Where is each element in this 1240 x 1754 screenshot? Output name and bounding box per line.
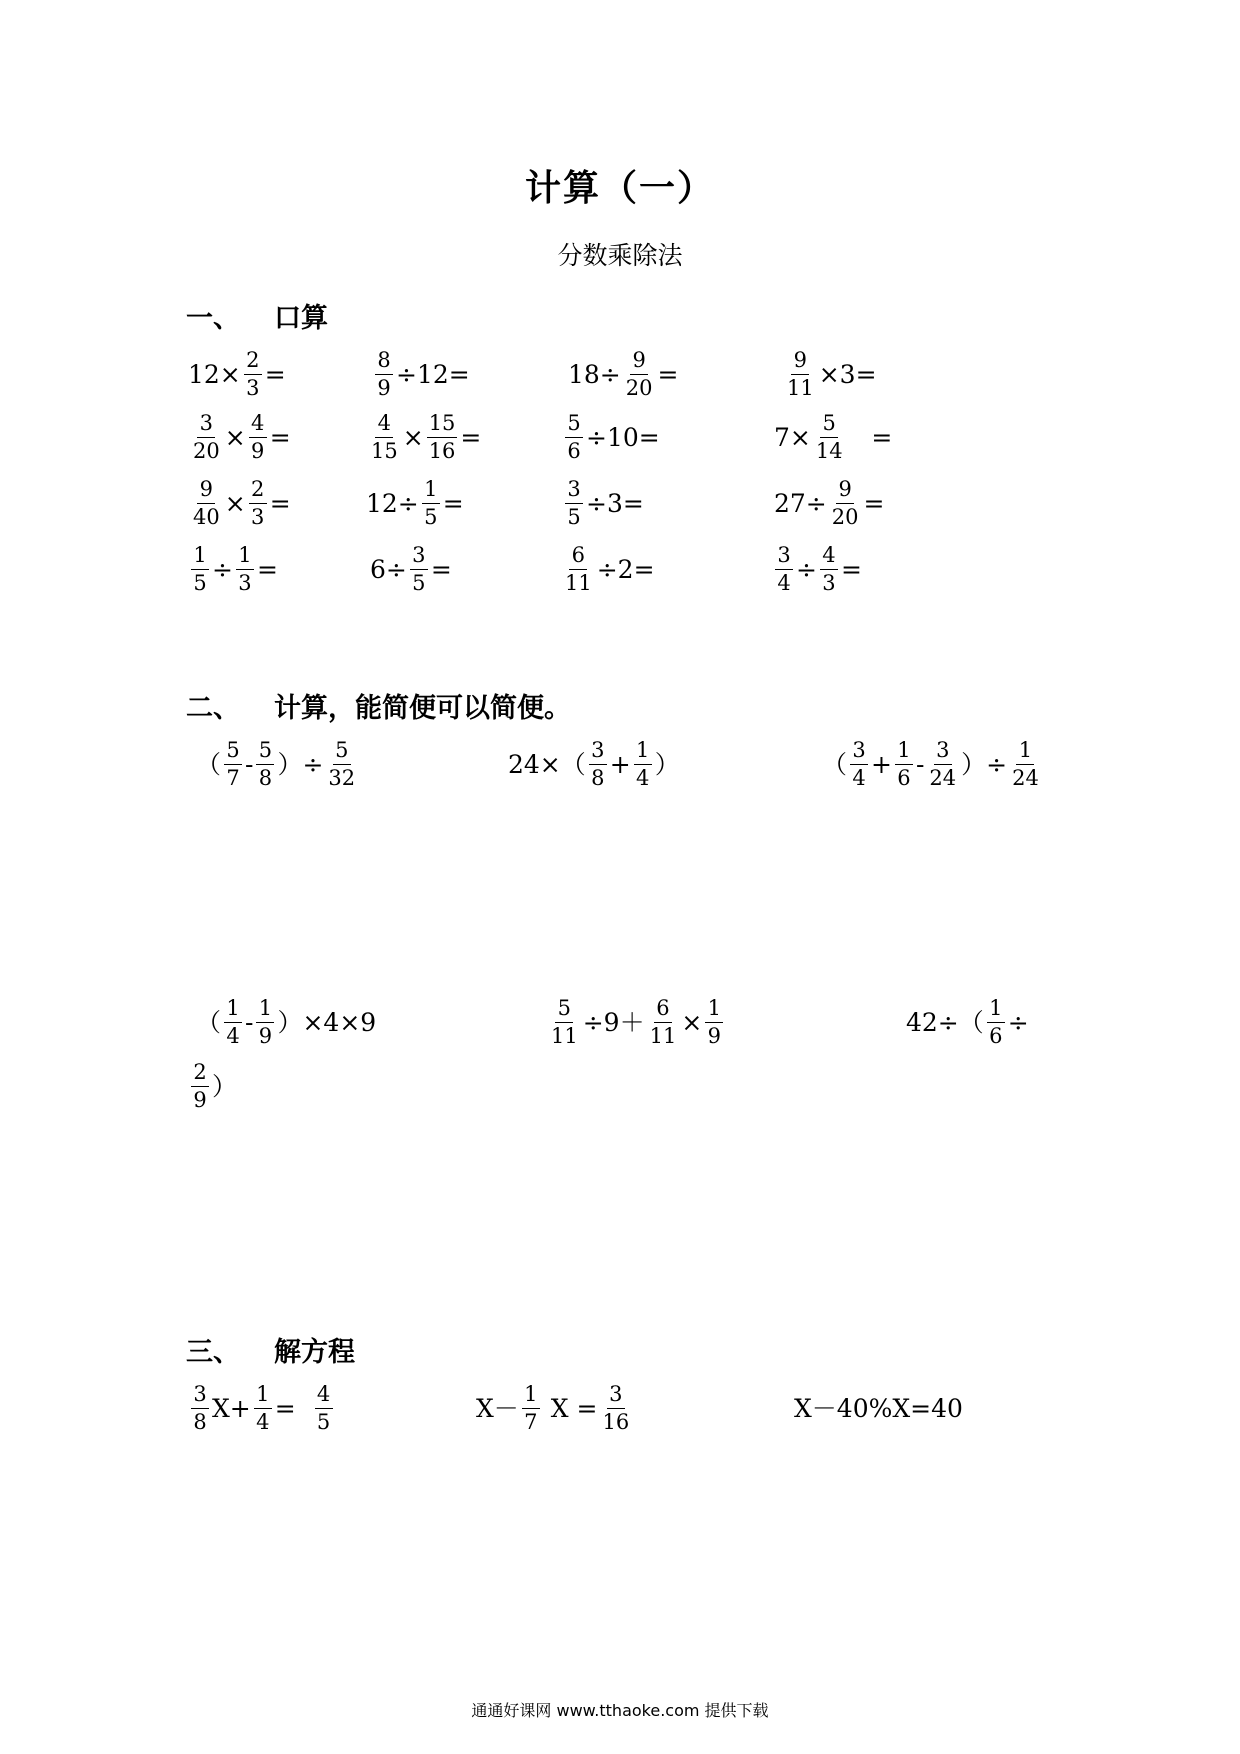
expr-text: =	[863, 488, 885, 518]
fraction-denominator: 5	[424, 504, 438, 529]
fraction	[249, 410, 267, 463]
expr-text: X－	[476, 1393, 519, 1423]
expr-text: ）÷	[277, 749, 324, 779]
fraction-numerator: 9	[791, 350, 809, 375]
fraction-denominator: 9	[193, 1087, 207, 1112]
fraction-denominator: 6	[989, 1023, 1003, 1048]
fraction	[814, 410, 845, 463]
calc-problem	[546, 990, 726, 1054]
fraction	[254, 1381, 272, 1434]
section-number: 二、	[186, 693, 240, 724]
fraction	[191, 1059, 209, 1112]
equation	[476, 1376, 634, 1440]
fraction	[820, 542, 838, 595]
expr-text: =	[430, 554, 452, 584]
oral-problem	[188, 471, 291, 535]
fraction-denominator: 8	[591, 765, 605, 790]
fraction-denominator: 20	[193, 438, 220, 463]
expr-text: ÷	[796, 554, 817, 584]
section-heading-equations	[186, 1330, 355, 1369]
calc-problem	[822, 732, 1044, 796]
section-number: 三、	[186, 1337, 240, 1368]
page-subtitle: 分数乘除法	[557, 241, 683, 270]
expr-text: -	[245, 749, 254, 779]
calc-problem	[906, 990, 1029, 1054]
fraction	[256, 737, 274, 790]
fraction-denominator: 14	[815, 438, 843, 463]
fraction	[249, 476, 267, 529]
fraction-denominator: 7	[524, 1409, 538, 1434]
fraction-numerator: 8	[375, 350, 393, 375]
fraction-numerator: 5	[555, 998, 573, 1023]
fraction-numerator: 1	[191, 545, 209, 570]
fraction-denominator: 4	[226, 1023, 240, 1048]
fraction	[191, 1381, 209, 1434]
fraction-denominator: 24	[929, 765, 957, 790]
fraction-denominator: 40	[193, 504, 220, 529]
fraction	[427, 410, 458, 463]
fraction-denominator: 16	[602, 1409, 630, 1434]
expr-text: =	[256, 554, 278, 584]
oral-problem	[562, 471, 644, 535]
fraction-denominator: 5	[193, 570, 207, 595]
section-number: 一、	[186, 303, 240, 334]
fraction-denominator: 11	[551, 1023, 578, 1048]
fraction-numerator: 9	[836, 479, 854, 504]
fraction-numerator: 3	[191, 1384, 209, 1409]
fraction-denominator: 6	[567, 438, 581, 463]
fraction	[326, 737, 357, 790]
equation	[794, 1376, 963, 1440]
fraction	[785, 347, 816, 400]
oral-problem	[366, 471, 464, 535]
expr-text: =	[657, 359, 679, 389]
expr-text: ）	[654, 749, 680, 779]
fraction-numerator: 3	[934, 740, 952, 765]
fraction-denominator: 5	[412, 570, 426, 595]
fraction-numerator: 1	[522, 1384, 540, 1409]
fraction-denominator: 4	[256, 1409, 270, 1434]
fraction-denominator: 32	[328, 765, 356, 790]
fraction	[565, 410, 583, 463]
fraction-numerator: 5	[256, 740, 274, 765]
expr-text: ×	[402, 422, 424, 452]
fraction	[987, 995, 1005, 1048]
fraction-denominator: 6	[897, 765, 911, 790]
expr-text: -	[245, 1007, 254, 1037]
fraction-numerator: 1	[634, 740, 652, 765]
calc-problem	[196, 990, 376, 1054]
fraction-numerator: 1	[1016, 740, 1034, 765]
fraction-denominator: 9	[377, 375, 391, 400]
fraction	[850, 737, 868, 790]
fraction	[927, 737, 958, 790]
fraction	[775, 542, 793, 595]
fraction	[236, 542, 254, 595]
fraction	[830, 476, 861, 529]
oral-problem	[366, 405, 481, 469]
expr-text: =	[274, 1393, 312, 1423]
oral-problem	[188, 342, 286, 406]
expr-text: =	[460, 422, 482, 452]
fraction	[648, 995, 679, 1048]
expr-text: ×	[224, 422, 246, 452]
fraction	[895, 737, 913, 790]
fraction	[244, 347, 262, 400]
fraction-denominator: 11	[565, 570, 592, 595]
calc-problem	[196, 732, 360, 796]
fraction-numerator: 5	[565, 413, 583, 438]
fraction-numerator: 9	[630, 350, 648, 375]
fraction-numerator: 1	[895, 740, 913, 765]
expr-text: X－40%X=40	[794, 1393, 963, 1423]
fraction	[224, 737, 242, 790]
fraction-denominator: 8	[193, 1409, 207, 1434]
fraction	[705, 995, 723, 1048]
fraction-numerator: 1	[254, 1384, 272, 1409]
section-label: 解方程	[274, 1337, 355, 1368]
fraction	[549, 995, 580, 1048]
expr-text: ÷3=	[586, 488, 644, 518]
section-heading-calc	[186, 686, 571, 725]
expr-text: 12÷	[366, 488, 419, 518]
fraction-numerator: 3	[565, 479, 583, 504]
expr-text: =	[442, 488, 464, 518]
oral-problem	[560, 537, 655, 601]
oral-problem	[774, 471, 884, 535]
page-title: 计算（一）	[524, 168, 715, 209]
fraction-denominator: 4	[852, 765, 866, 790]
fraction-numerator: 1	[256, 998, 274, 1023]
oral-problem	[774, 405, 892, 469]
fraction-numerator: 3	[197, 413, 215, 438]
expr-text: =	[269, 422, 291, 452]
equation	[188, 1376, 336, 1440]
fraction-numerator: 5	[820, 413, 838, 438]
expr-text: ÷	[212, 554, 233, 584]
oral-problem	[782, 342, 877, 406]
fraction-numerator: 3	[589, 740, 607, 765]
expr-text: ×3=	[818, 359, 877, 389]
fraction-numerator: 1	[236, 545, 254, 570]
expr-text: ÷2=	[596, 554, 655, 584]
expr-text: ）	[212, 1071, 238, 1101]
oral-problem	[568, 342, 678, 406]
expr-text: 24×（	[508, 749, 586, 779]
fraction-numerator: 1	[224, 998, 242, 1023]
fraction-denominator: 4	[636, 765, 650, 790]
expr-text: =	[264, 359, 286, 389]
expr-text: （	[822, 749, 848, 779]
expr-text: X =	[542, 1393, 598, 1423]
expr-text: ×	[224, 488, 246, 518]
fraction-denominator: 9	[251, 438, 265, 463]
fraction-numerator: 2	[191, 1062, 209, 1087]
fraction-numerator: 5	[333, 740, 351, 765]
expr-text: =	[269, 488, 291, 518]
fraction-denominator: 20	[831, 504, 859, 529]
expr-text: ×	[681, 1007, 703, 1037]
oral-problem	[188, 405, 291, 469]
fraction-numerator: 1	[987, 998, 1005, 1023]
fraction-numerator: 4	[375, 413, 393, 438]
expr-text: ÷12=	[396, 359, 470, 389]
expr-text: 27÷	[774, 488, 827, 518]
fraction-numerator: 6	[569, 545, 587, 570]
section-label: 计算，能简便可以简便。	[274, 693, 571, 724]
section-heading-oral	[186, 296, 328, 335]
fraction	[422, 476, 440, 529]
fraction-denominator: 4	[777, 570, 791, 595]
expr-text: （	[196, 749, 222, 779]
fraction-denominator: 7	[226, 765, 240, 790]
expr-text: ÷10=	[586, 422, 660, 452]
oral-problem	[370, 537, 452, 601]
fraction	[191, 410, 222, 463]
expr-text: +	[609, 749, 631, 779]
fraction	[600, 1381, 631, 1434]
oral-problem	[188, 537, 278, 601]
fraction	[191, 476, 222, 529]
expr-text: 42÷（	[906, 1007, 984, 1037]
expr-text: 12×	[188, 359, 241, 389]
fraction-numerator: 2	[249, 479, 267, 504]
oral-problem	[562, 405, 660, 469]
fraction	[375, 347, 393, 400]
oral-problem	[372, 342, 470, 406]
fraction	[522, 1381, 540, 1434]
fraction-numerator: 15	[427, 413, 458, 438]
fraction-denominator: 11	[649, 1023, 677, 1048]
fraction-denominator: 24	[1012, 765, 1039, 790]
fraction-numerator: 4	[249, 413, 267, 438]
oral-problem	[772, 537, 862, 601]
fraction-numerator: 4	[315, 1384, 333, 1409]
fraction-numerator: 2	[244, 350, 262, 375]
fraction	[565, 476, 583, 529]
fraction	[191, 542, 209, 595]
expr-text: ÷9＋	[582, 1007, 645, 1037]
calc-problem-continued	[188, 1054, 237, 1118]
fraction-denominator: 3	[822, 570, 836, 595]
fraction-denominator: 20	[625, 375, 653, 400]
fraction	[410, 542, 428, 595]
expr-text: ÷	[1007, 1007, 1029, 1037]
fraction-numerator: 3	[850, 740, 868, 765]
footer-source: 通通好课网 www.tthaoke.com 提供下载	[471, 1701, 769, 1720]
expr-text: （	[196, 1007, 222, 1037]
fraction-denominator: 16	[428, 438, 456, 463]
fraction	[624, 347, 655, 400]
fraction-numerator: 9	[197, 479, 215, 504]
calc-problem	[508, 732, 680, 796]
fraction-denominator: 3	[238, 570, 252, 595]
section-label: 口算	[274, 303, 328, 334]
fraction-numerator: 1	[422, 479, 440, 504]
expr-text: 7×	[774, 422, 811, 452]
fraction	[634, 737, 652, 790]
fraction-denominator: 3	[251, 504, 265, 529]
fraction-denominator: 8	[258, 765, 273, 790]
expr-text: -	[915, 749, 925, 779]
fraction-denominator: 3	[246, 375, 260, 400]
expr-text: 18÷	[568, 359, 621, 389]
expr-text: 6÷	[370, 554, 407, 584]
expr-text: =	[840, 554, 862, 584]
expr-text: =	[847, 422, 893, 452]
fraction-denominator: 5	[316, 1409, 331, 1434]
fraction-denominator: 9	[707, 1023, 721, 1048]
fraction-denominator: 11	[787, 375, 814, 400]
fraction-numerator: 5	[224, 740, 242, 765]
fraction-denominator: 15	[371, 438, 398, 463]
fraction-denominator: 9	[258, 1023, 273, 1048]
fraction-numerator: 3	[775, 545, 793, 570]
expr-text: ）÷	[961, 749, 1008, 779]
fraction-numerator: 6	[654, 998, 672, 1023]
expr-text: +	[871, 749, 892, 779]
fraction	[315, 1381, 333, 1434]
fraction	[369, 410, 400, 463]
expr-text: X+	[212, 1393, 251, 1423]
fraction-denominator: 5	[567, 504, 581, 529]
fraction	[256, 995, 274, 1048]
fraction-numerator: 4	[820, 545, 838, 570]
fraction	[589, 737, 607, 790]
fraction-numerator: 1	[705, 998, 723, 1023]
fraction	[224, 995, 242, 1048]
fraction-numerator: 3	[607, 1384, 625, 1409]
expr-text: ）×4×9	[277, 1007, 377, 1037]
fraction	[1010, 737, 1041, 790]
fraction-numerator: 3	[410, 545, 428, 570]
fraction	[563, 542, 594, 595]
